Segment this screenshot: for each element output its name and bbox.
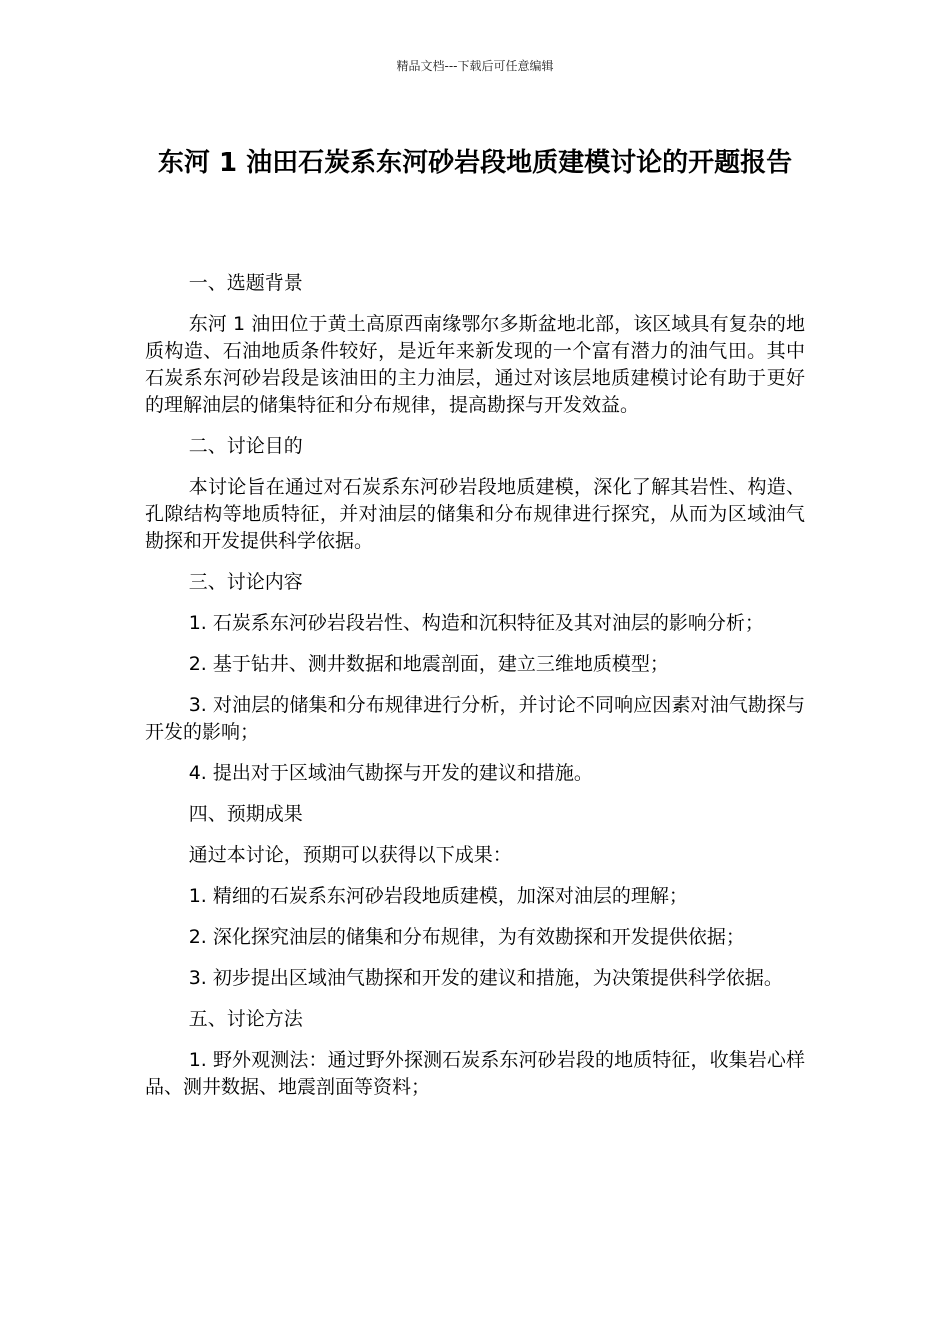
list-item: 2. 深化探究油层的储集和分布规律，为有效勘探和开发提供依据；	[188, 926, 745, 948]
list-item: 1. 精细的石炭系东河砂岩段地质建模，加深对油层的理解；	[188, 885, 688, 907]
list-item: 3. 初步提出区域油气勘探和开发的建议和措施，为决策提供科学依据。	[188, 967, 783, 989]
section-heading-purpose: 二、讨论目的	[188, 435, 303, 457]
paragraph-background: 东河 1 油田位于黄土高原西南缘鄂尔多斯盆地北部，该区域具有复杂的地质构造、石油地质条件较好，是近年来新发现的一个富有潜力的油气田。其中石炭系东河砂岩段是该油田的主力油层，通过对该层地质建模讨论有助于更好的理解油层的储集特征和分布规律，提高勘探与开发效益。	[145, 313, 805, 416]
section-heading-content: 三、讨论内容	[188, 571, 303, 593]
section-heading-outcomes: 四、预期成果	[188, 803, 303, 825]
list-item: 1. 石炭系东河砂岩段岩性、构造和沉积特征及其对油层的影响分析；	[188, 612, 764, 634]
header-note: 精品文档---下载后可任意编辑	[396, 59, 554, 73]
section-heading-methods: 五、讨论方法	[188, 1008, 303, 1030]
list-item: 4. 提出对于区域油气勘探与开发的建议和措施。	[188, 762, 593, 784]
paragraph-outcomes-intro: 通过本讨论，预期可以获得以下成果：	[188, 844, 512, 866]
document-title: 东河 1 油田石炭系东河砂岩段地质建模讨论的开题报告	[157, 148, 793, 178]
list-item: 3. 对油层的储集和分布规律进行分析，并讨论不同响应因素对油气勘探与开发的影响；	[145, 694, 805, 743]
section-heading-background: 一、选题背景	[188, 272, 303, 294]
list-item: 2. 基于钻井、测井数据和地震剖面，建立三维地质模型；	[188, 653, 669, 675]
list-item: 1. 野外观测法：通过野外探测石炭系东河砂岩段的地质特征，收集岩心样品、测井数据、地震剖面等资料；	[145, 1049, 805, 1098]
document-body	[145, 270, 805, 1115]
paragraph-purpose: 本讨论旨在通过对石炭系东河砂岩段地质建模，深化了解其岩性、构造、孔隙结构等地质特征，并对油层的储集和分布规律进行探究，从而为区域油气勘探和开发提供科学依据。	[145, 476, 805, 552]
